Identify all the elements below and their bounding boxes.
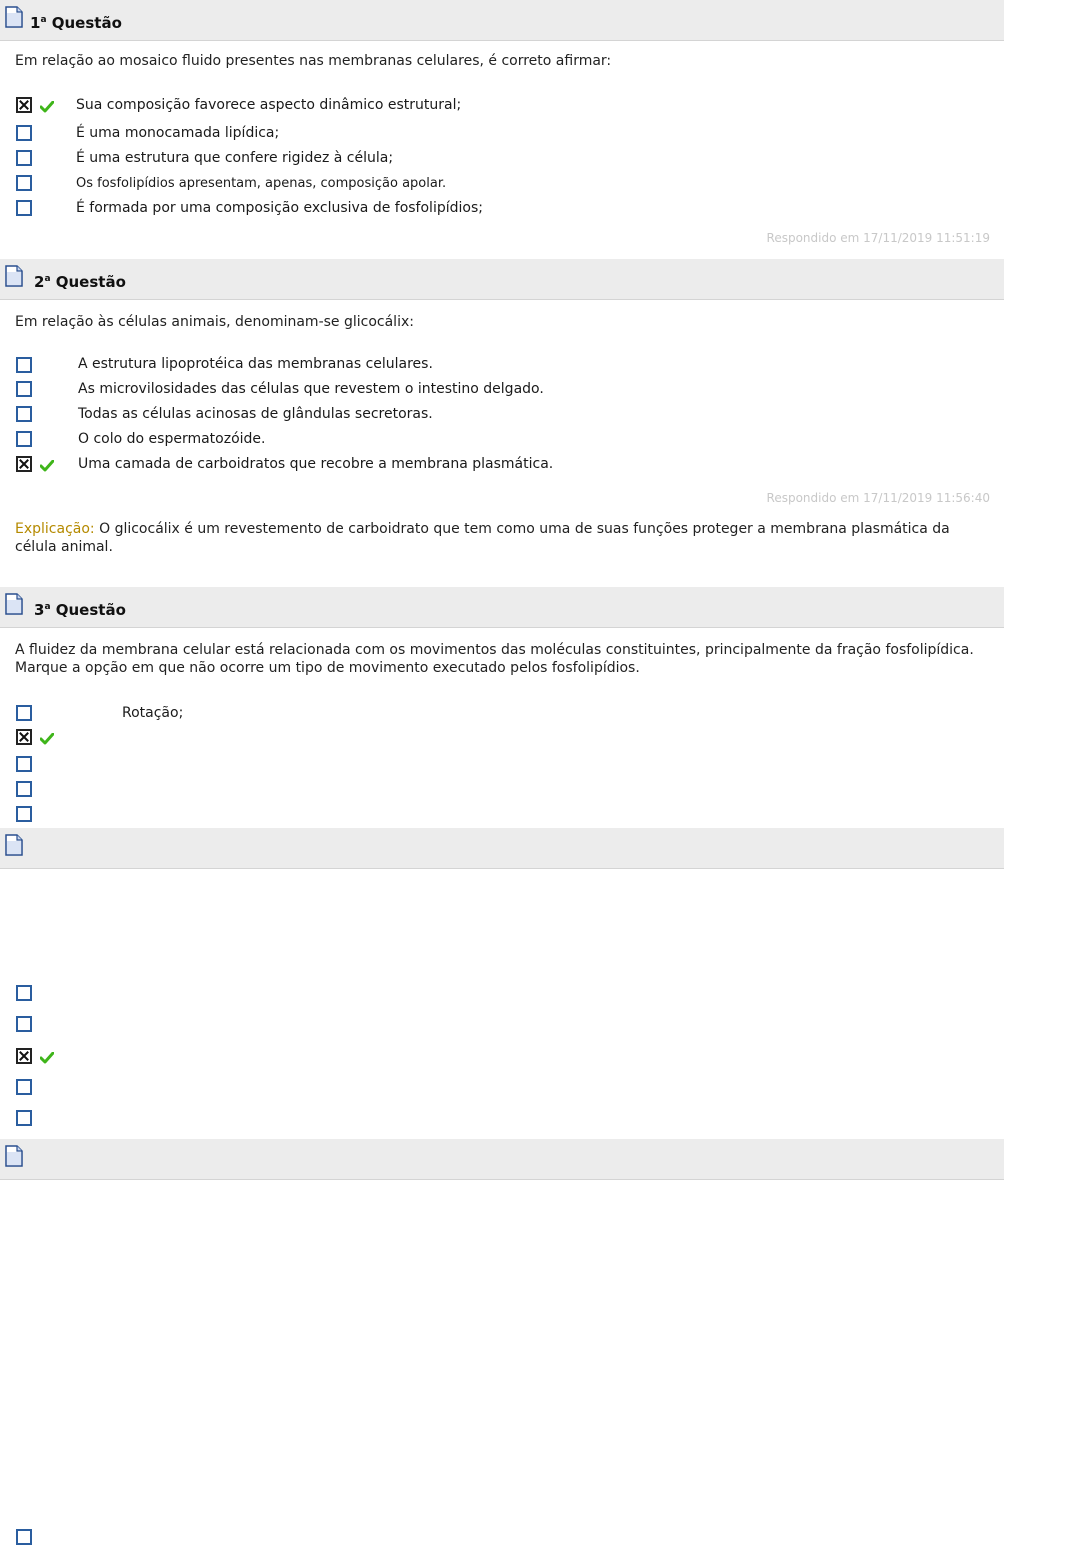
document-icon	[5, 6, 23, 28]
q2-option-2: As microvilosidades das células que revestem o intestino delgado.	[78, 381, 544, 397]
checkbox[interactable]	[16, 175, 32, 191]
checkbox-checked[interactable]	[16, 729, 32, 745]
question-4-header	[0, 828, 1004, 869]
checkbox[interactable]	[16, 381, 32, 397]
q3-option-1: Rotação;	[122, 705, 184, 721]
checkbox-checked[interactable]	[16, 456, 32, 472]
checkbox[interactable]	[16, 200, 32, 216]
document-icon	[5, 593, 23, 615]
checkbox[interactable]	[16, 1529, 32, 1545]
q1-option-2: É uma monocamada lipídica;	[76, 125, 280, 141]
question-5-header	[0, 1139, 1004, 1180]
correct-check-icon	[40, 733, 54, 745]
q1-option-4: Os fosfolipídios apresentam, apenas, composição apolar.	[76, 176, 447, 191]
explanation	[15, 520, 955, 556]
checkbox[interactable]	[16, 431, 32, 447]
explanation-text: O glicocálix é um revestemento de carboidrato que tem como uma de suas funções proteger a membrana plasmática da célula animal.	[15, 521, 950, 555]
question-2-text: Em relação às células animais, denominam-se glicocálix:	[15, 314, 414, 330]
checkbox[interactable]	[16, 756, 32, 772]
q2-option-3: Todas as células acinosas de glândulas secretoras.	[78, 406, 433, 422]
checkbox[interactable]	[16, 1079, 32, 1095]
checkbox[interactable]	[16, 1110, 32, 1126]
checkbox[interactable]	[16, 705, 32, 721]
checkbox[interactable]	[16, 150, 32, 166]
correct-check-icon	[40, 101, 54, 113]
document-icon	[5, 265, 23, 287]
question-3-title: 3$^a$ Questão	[34, 601, 126, 619]
document-icon	[5, 834, 23, 856]
correct-check-icon	[40, 1052, 54, 1064]
question-3-text: A fluidez da membrana celular está relacionada com os movimentos das moléculas constituintes, principalmente da fração fosfolipídica. Marque a opção em que não ocorre um tipo de movimento executado pelos fosfolipídios.	[15, 642, 974, 676]
answered-timestamp: Respondido em 17/11/2019 11:51:19	[766, 231, 990, 245]
question-2-header	[0, 259, 1004, 300]
q2-option-4: O colo do espermatozóide.	[78, 431, 266, 447]
checkbox[interactable]	[16, 357, 32, 373]
document-icon	[5, 1145, 23, 1167]
q1-option-5: É formada por uma composição exclusiva de fosfolipídios;	[76, 200, 483, 216]
question-3-header	[0, 587, 1004, 628]
checkbox[interactable]	[16, 781, 32, 797]
checkbox[interactable]	[16, 406, 32, 422]
question-1-header	[0, 0, 1004, 41]
checkbox-checked[interactable]	[16, 1048, 32, 1064]
q1-option-1: Sua composição favorece aspecto dinâmico estrutural;	[76, 97, 462, 113]
checkbox[interactable]	[16, 806, 32, 822]
checkbox-checked[interactable]	[16, 97, 32, 113]
q2-option-5: Uma camada de carboidratos que recobre a membrana plasmática.	[78, 456, 554, 472]
checkbox[interactable]	[16, 1016, 32, 1032]
explanation-label: Explicação:	[15, 521, 95, 537]
checkbox[interactable]	[16, 125, 32, 141]
checkbox[interactable]	[16, 985, 32, 1001]
q1-option-3: É uma estrutura que confere rigidez à célula;	[76, 150, 394, 166]
question-1-text: Em relação ao mosaico fluido presentes nas membranas celulares, é correto afirmar:	[15, 53, 612, 69]
answered-timestamp: Respondido em 17/11/2019 11:56:40	[766, 491, 990, 505]
correct-check-icon	[40, 460, 54, 472]
question-1-title: 1$^a$ Questão	[30, 14, 122, 32]
q2-option-1: A estrutura lipoprotéica das membranas celulares.	[78, 356, 433, 372]
question-2-title: 2$^a$ Questão	[34, 273, 126, 291]
